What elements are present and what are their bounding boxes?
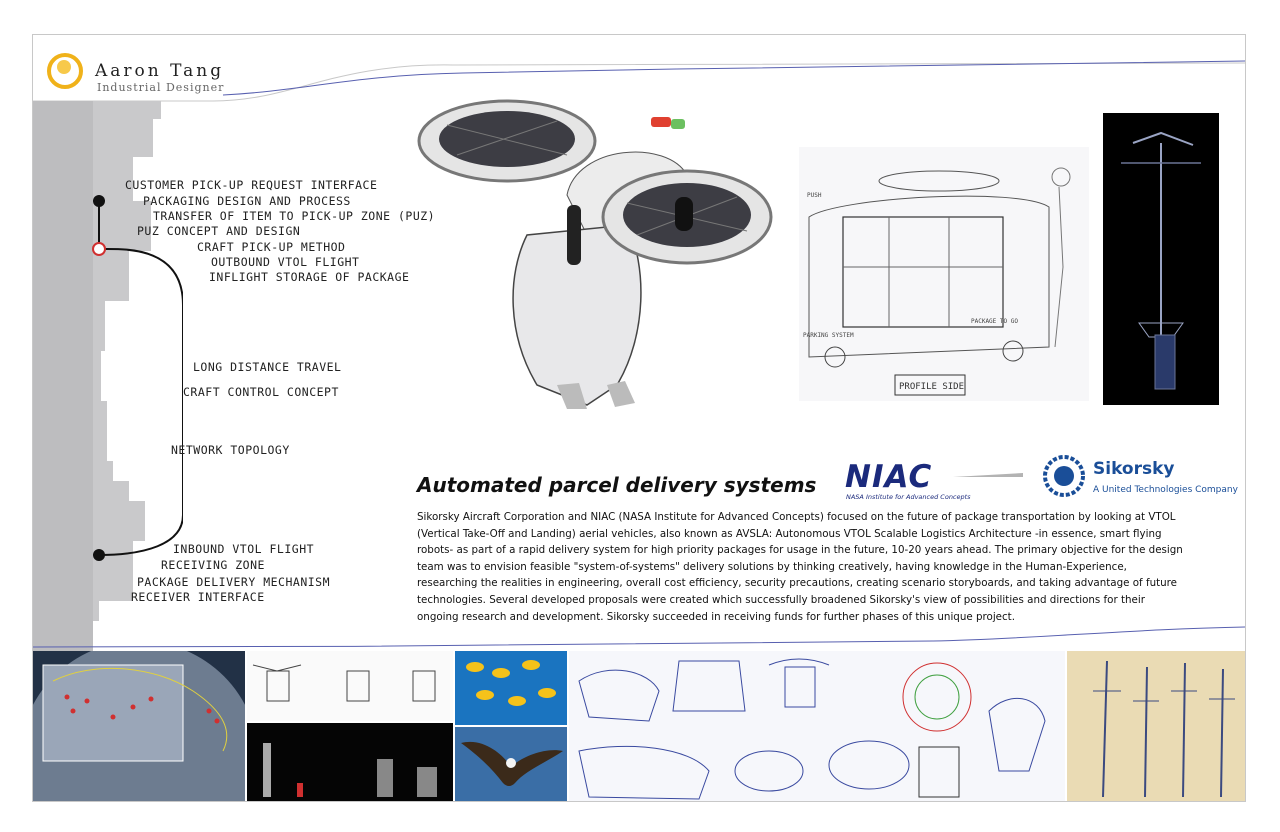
step-12: RECEIVING ZONE [161, 558, 265, 572]
timeline-line [83, 185, 183, 565]
sikorsky-emblem-icon [1043, 455, 1085, 497]
step-11: INBOUND VTOL FLIGHT [173, 542, 315, 556]
timeline-start-node [93, 195, 105, 207]
niac-swoosh-icon [953, 471, 1025, 481]
step-6: OUTBOUND VTOL FLIGHT [211, 255, 360, 269]
timeline-end-node [93, 549, 105, 561]
technical-sketch-image [799, 147, 1089, 401]
image-strip [33, 651, 1246, 802]
sketch-annotation-push: PUSH [807, 192, 822, 199]
sikorsky-logo: Sikorsky [1093, 459, 1175, 479]
step-5: CRAFT PICK-UP METHOD [197, 240, 346, 254]
step-9: CRAFT CONTROL CONCEPT [183, 385, 339, 399]
niac-logo-sub: NASA Institute for Advanced Concepts [846, 493, 971, 501]
vtol-render-image [417, 85, 797, 415]
sketch-profile-label: PROFILE SIDE [899, 382, 965, 392]
fish-school-image [455, 651, 567, 725]
eagle-image [455, 727, 567, 802]
designer-name: Aaron Tang [95, 61, 225, 81]
step-4: PUZ CONCEPT AND DESIGN [137, 224, 301, 238]
designer-role: Industrial Designer [97, 81, 225, 94]
step-8: LONG DISTANCE TRAVEL [193, 360, 342, 374]
step-2: PACKAGING DESIGN AND PROCESS [143, 194, 351, 208]
logo-dot [57, 60, 71, 74]
step-13: PACKAGE DELIVERY MECHANISM [137, 575, 331, 589]
project-description: Sikorsky Aircraft Corporation and NIAC (NASA Institute for Advanced Concepts) focused on the future of package transportation by looking at VTOL (Vertical Take-Off and Landing) aerial vehicles, also known as AVSLA: Autonomous VTOL Scalable Logistics Architecture -in essence, smart flying robots- as part of a rapid delivery system for high priority packages for usage in the future, 10-20 years ahead. The primary objective for the design team was to envision feasible "system-of-systems" delivery solutions by thinking creatively, having knowledge in the Human-Experience, researching the realities in engineering, overall cost efficiency, security precautions, creating scenario storyboards, and taking advantage of future technologies. Several developed proposals were created which successfully broadened Sikorsky's view of possibilities and directions for their ongoing research and development. Sikorsky succeeded in receiving funds for further phases of this unique project. [417, 511, 1183, 623]
tower-sketches-image [1067, 651, 1246, 802]
network-map-image [33, 651, 245, 802]
niac-logo: NIAC [845, 459, 933, 495]
timeline-current-node [93, 243, 105, 255]
landing-pad-image [247, 723, 453, 802]
sketch-annotation-parking: PARKING SYSTEM [803, 332, 854, 339]
sikorsky-logo-sub: A United Technologies Company [1093, 485, 1238, 495]
step-1: CUSTOMER PICK-UP REQUEST INTERFACE [125, 178, 378, 192]
portfolio-board [32, 34, 1246, 802]
sketch-annotation-package: PACKAGE TO GO [971, 318, 1018, 325]
step-10: NETWORK TOPOLOGY [171, 443, 290, 457]
pickup-tower-image [1103, 113, 1219, 405]
step-3: TRANSFER OF ITEM TO PICK-UP ZONE (PUZ) [153, 209, 436, 223]
step-14: RECEIVER INTERFACE [131, 590, 265, 604]
concept-sketches-image [569, 651, 1065, 802]
vtol-diagram-image [247, 651, 453, 721]
step-7: INFLIGHT STORAGE OF PACKAGE [209, 270, 410, 284]
project-title: Automated parcel delivery systems [417, 473, 817, 497]
